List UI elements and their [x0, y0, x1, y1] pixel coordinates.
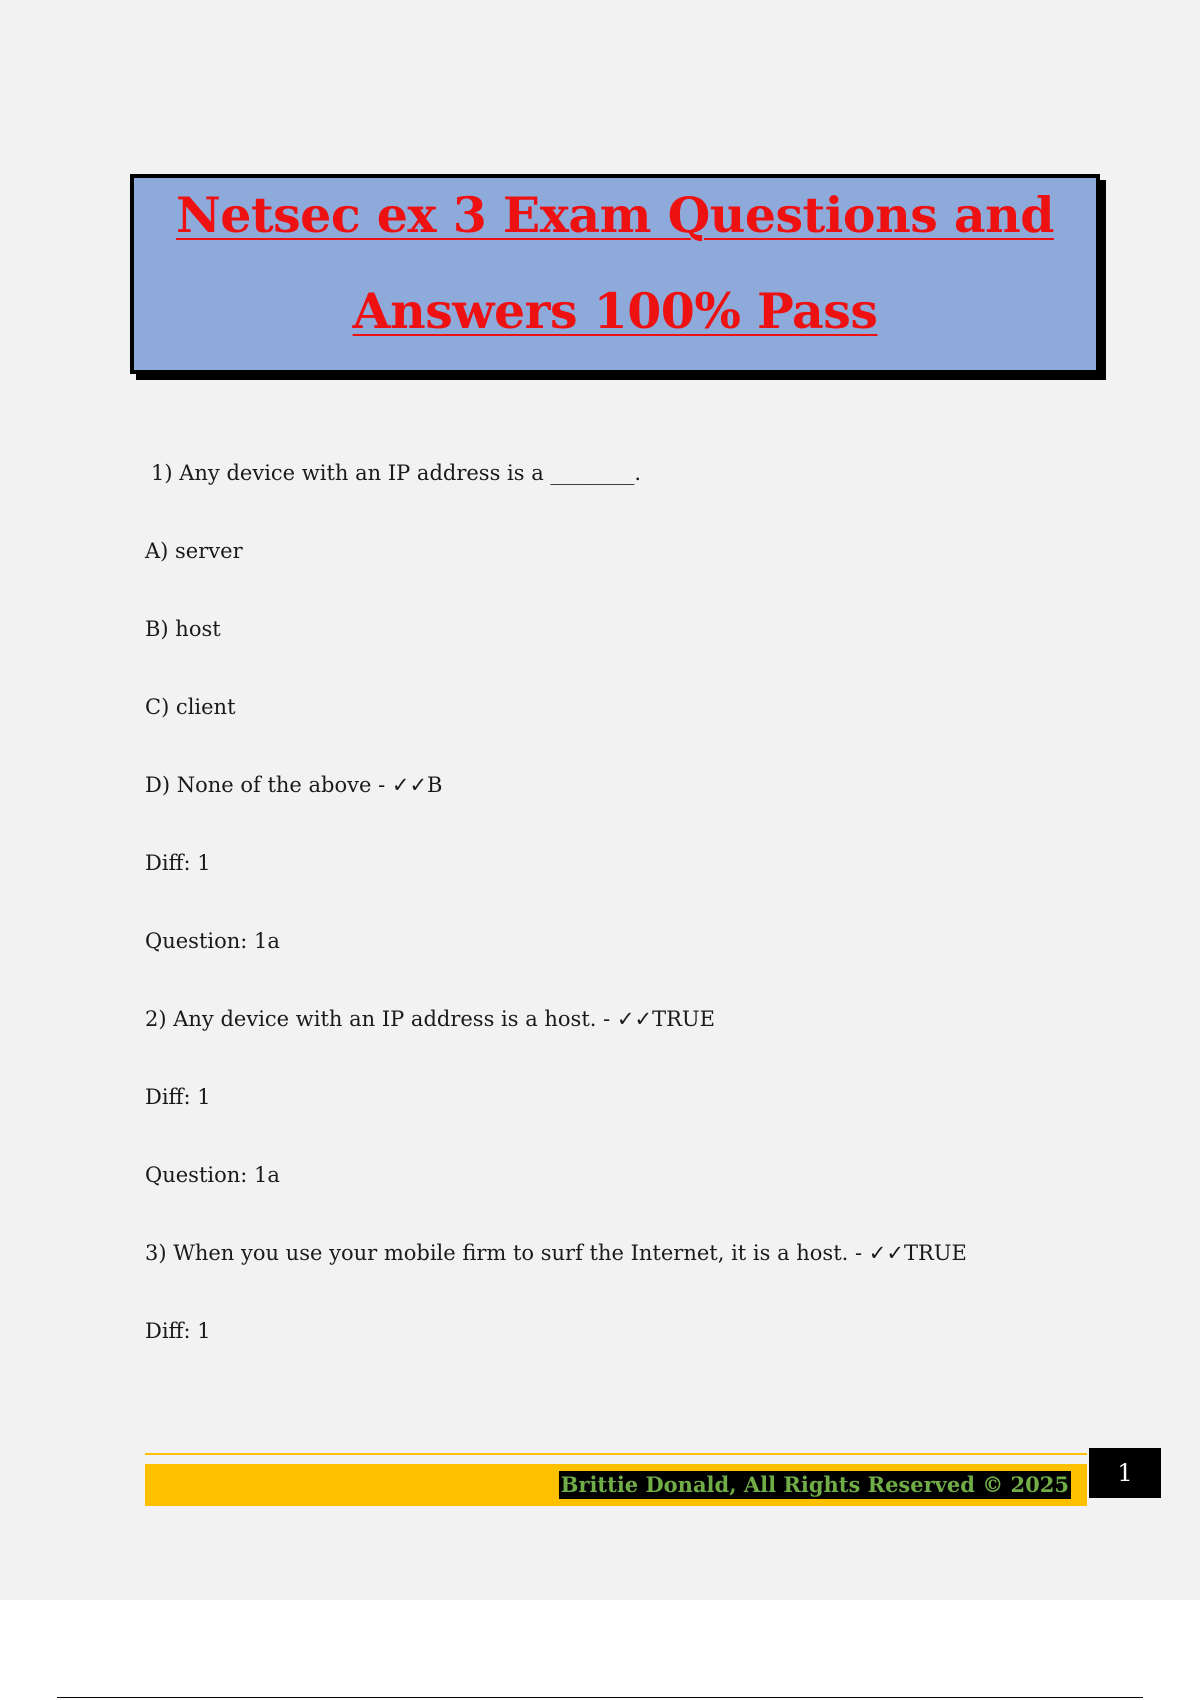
question-1-difficulty: Diff: 1 [145, 851, 211, 875]
title-box [130, 174, 1100, 374]
option-c: C) client [145, 695, 236, 719]
option-a: A) server [145, 539, 243, 563]
footer-divider [145, 1453, 1087, 1455]
next-page-rule [57, 1697, 1143, 1698]
footer-copyright: Brittie Donald, All Rights Reserved © 2025 [560, 1472, 1069, 1497]
option-d-with-answer: D) None of the above - ✓✓B [145, 773, 443, 797]
footer-bar [145, 1464, 1087, 1506]
document-title-line-1: Netsec ex 3 Exam Questions and [176, 186, 1054, 244]
question-3-difficulty: Diff: 1 [145, 1319, 211, 1343]
question-2-text: 2) Any device with an IP address is a host. - ✓✓TRUE [145, 1007, 715, 1031]
page-number: 1 [1089, 1448, 1161, 1498]
question-1-reference: Question: 1a [145, 929, 280, 953]
question-2-reference: Question: 1a [145, 1163, 280, 1187]
option-b: B) host [145, 617, 221, 641]
question-2-difficulty: Diff: 1 [145, 1085, 211, 1109]
question-3-text: 3) When you use your mobile firm to surf the Internet, it is a host. - ✓✓TRUE [145, 1241, 967, 1265]
question-content [145, 452, 1045, 1388]
document-title-line-2: Answers 100% Pass [352, 282, 878, 340]
question-1-text: 1) Any device with an IP address is a ________. [151, 461, 642, 485]
